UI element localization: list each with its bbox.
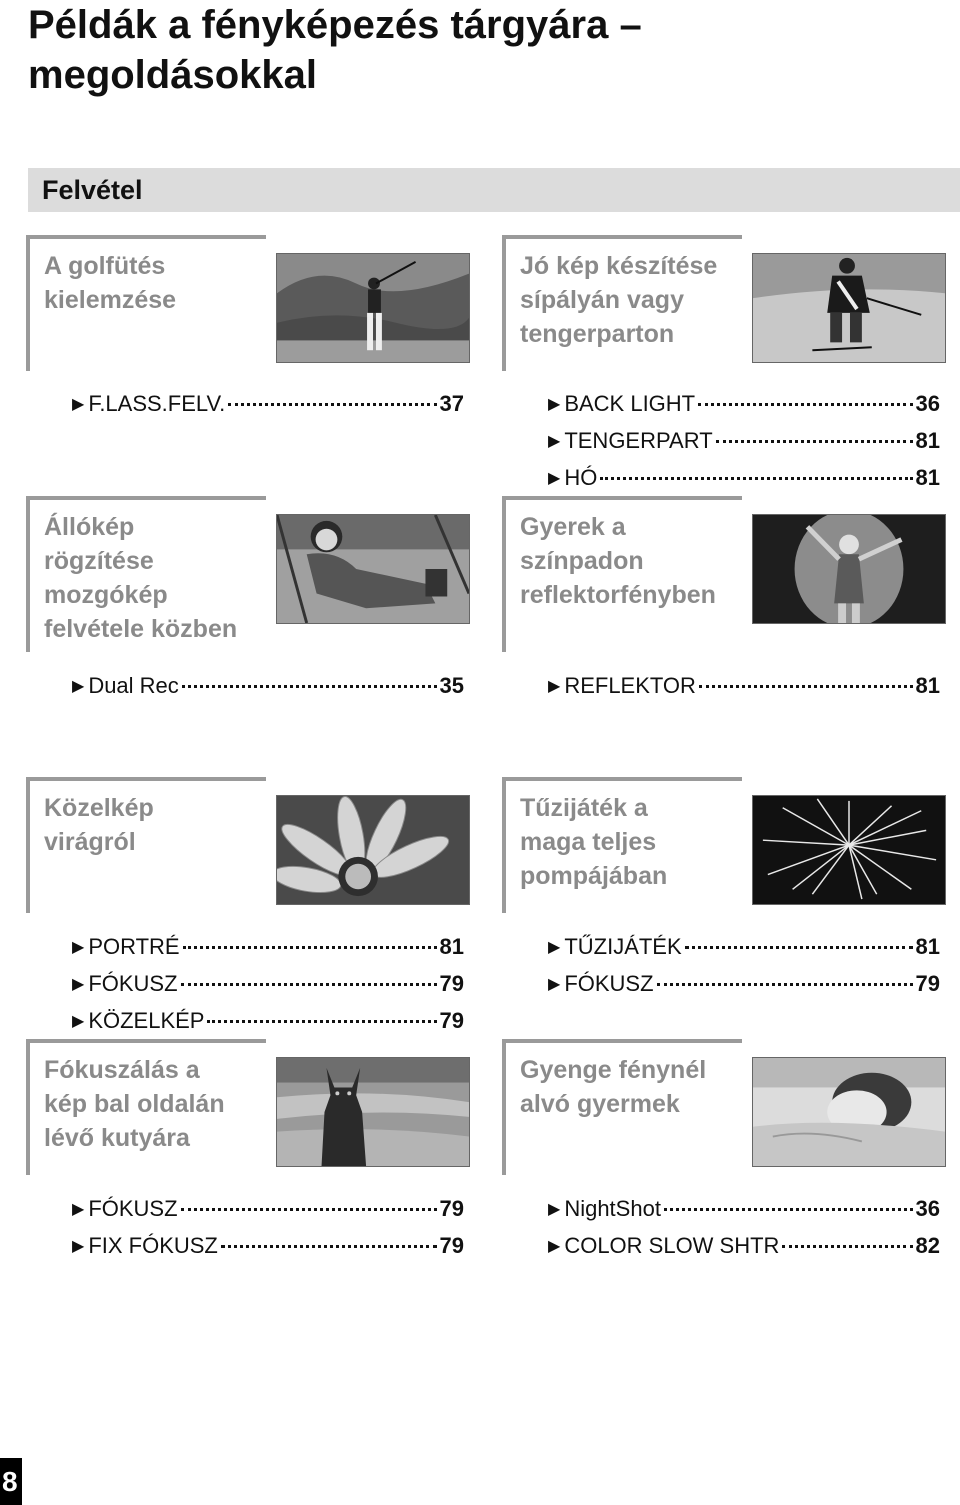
page-ref: 81: [439, 934, 464, 959]
page-ref: 37: [439, 391, 464, 416]
leader-dots: [698, 403, 912, 406]
page-number: 8: [2, 1466, 18, 1497]
arrow-right-icon: ▶: [548, 1238, 561, 1255]
refs-flower: [72, 930, 464, 1041]
page-ref: 35: [439, 673, 464, 698]
section-header: [28, 168, 960, 212]
leader-dots: [181, 1208, 437, 1211]
card-golf: [26, 235, 472, 371]
page-ref: 82: [915, 1233, 940, 1258]
ref-item[interactable]: ▶ FÓKUSZ 79: [72, 1192, 464, 1229]
leader-dots: [183, 946, 437, 949]
card-heading: Közelkép virágról: [44, 794, 154, 856]
page-ref: 79: [439, 1233, 464, 1258]
ref-item[interactable]: ▶ COLOR SLOW SHTR 82: [548, 1229, 940, 1266]
ref-item[interactable]: ▶ HÓ 81: [548, 461, 940, 498]
arrow-right-icon: ▶: [72, 678, 85, 695]
dog-photo: [276, 1057, 470, 1167]
arrow-right-icon: ▶: [548, 1201, 561, 1218]
page-ref: 79: [439, 1008, 464, 1033]
refs-spotlight: [548, 669, 940, 706]
card-fireworks: [502, 777, 948, 913]
card-heading: Fókuszálás a kép bal oldalán lévő kutyára: [44, 1056, 225, 1152]
golf-swing-photo: [276, 253, 470, 363]
card-heading: A golfütés kielemzése: [44, 252, 177, 314]
skier-photo: [752, 253, 946, 363]
page-ref: 36: [915, 1196, 940, 1221]
arrow-right-icon: ▶: [72, 1238, 85, 1255]
arrow-right-icon: ▶: [548, 678, 561, 695]
ref-item[interactable]: ▶ FÓKUSZ 79: [72, 967, 464, 1004]
card-dual-rec: [26, 496, 472, 652]
card-heading: Állókép rögzítése mozgókép felvétele közben: [44, 513, 238, 643]
fireworks-photo: [752, 795, 946, 905]
leader-dots: [685, 946, 913, 949]
card-heading: Tűzijáték a maga teljes pompájában: [520, 794, 668, 890]
leader-dots: [699, 685, 913, 688]
page-ref: 79: [439, 1196, 464, 1221]
leader-dots: [181, 983, 437, 986]
leader-dots: [600, 477, 912, 480]
arrow-right-icon: ▶: [72, 1201, 85, 1218]
refs-dog: [72, 1192, 464, 1266]
card-heading: Gyerek a színpadon reflektorfényben: [520, 513, 716, 609]
refs-skier: [548, 387, 940, 498]
leader-dots: [207, 1020, 436, 1023]
card-dog: [26, 1039, 472, 1175]
leader-dots: [782, 1245, 912, 1248]
ref-item[interactable]: ▶ REFLEKTOR 81: [548, 669, 940, 706]
ref-item[interactable]: ▶ PORTRÉ 81: [72, 930, 464, 967]
card-skier: [502, 235, 948, 371]
card-heading: Jó kép készítése sípályán vagy tengerparton: [520, 252, 718, 348]
page-ref: 36: [915, 391, 940, 416]
page-title: Példák a fényképezés tárgyára – megoldásokkal: [28, 3, 642, 97]
leader-dots: [228, 403, 436, 406]
card-flower: [26, 777, 472, 913]
refs-nightshot: [548, 1192, 940, 1266]
leader-dots: [664, 1208, 913, 1211]
child-on-stage-photo: [752, 514, 946, 624]
ref-item[interactable]: ▶ TENGERPART 81: [548, 424, 940, 461]
arrow-right-icon: ▶: [548, 939, 561, 956]
arrow-right-icon: ▶: [548, 470, 561, 487]
ref-item[interactable]: ▶ TŰZIJÁTÉK 81: [548, 930, 940, 967]
ref-item[interactable]: ▶ F.LASS.FELV. 37: [72, 387, 464, 424]
arrow-right-icon: ▶: [72, 976, 85, 993]
card-spotlight: [502, 496, 948, 652]
child-on-swing-photo: [276, 514, 470, 624]
arrow-right-icon: ▶: [72, 396, 85, 413]
page-ref: 81: [915, 673, 940, 698]
ref-item[interactable]: ▶ Dual Rec 35: [72, 669, 464, 706]
section-title: Felvétel: [42, 175, 143, 205]
leader-dots: [716, 440, 913, 443]
page-number-tab: [0, 1458, 22, 1505]
page-ref: 81: [915, 465, 940, 490]
ref-item[interactable]: ▶ FÓKUSZ 79: [548, 967, 940, 1004]
refs-dual-rec: [72, 669, 464, 706]
arrow-right-icon: ▶: [548, 976, 561, 993]
arrow-right-icon: ▶: [72, 1013, 85, 1030]
ref-item[interactable]: ▶ NightShot 36: [548, 1192, 940, 1229]
refs-golf: [72, 387, 464, 424]
arrow-right-icon: ▶: [548, 433, 561, 450]
flower-closeup-photo: [276, 795, 470, 905]
sleeping-child-photo: [752, 1057, 946, 1167]
page-ref: 81: [915, 428, 940, 453]
page-ref: 81: [915, 934, 940, 959]
refs-fireworks: [548, 930, 940, 1004]
ref-item[interactable]: ▶ FIX FÓKUSZ 79: [72, 1229, 464, 1266]
page-ref: 79: [439, 971, 464, 996]
card-heading: Gyenge fénynél alvó gyermek: [520, 1056, 707, 1118]
page-ref: 79: [915, 971, 940, 996]
arrow-right-icon: ▶: [72, 939, 85, 956]
leader-dots: [182, 685, 437, 688]
leader-dots: [221, 1245, 437, 1248]
ref-item[interactable]: ▶ BACK LIGHT 36: [548, 387, 940, 424]
card-nightshot: [502, 1039, 948, 1175]
arrow-right-icon: ▶: [548, 396, 561, 413]
ref-item[interactable]: ▶ KÖZELKÉP 79: [72, 1004, 464, 1041]
leader-dots: [657, 983, 913, 986]
